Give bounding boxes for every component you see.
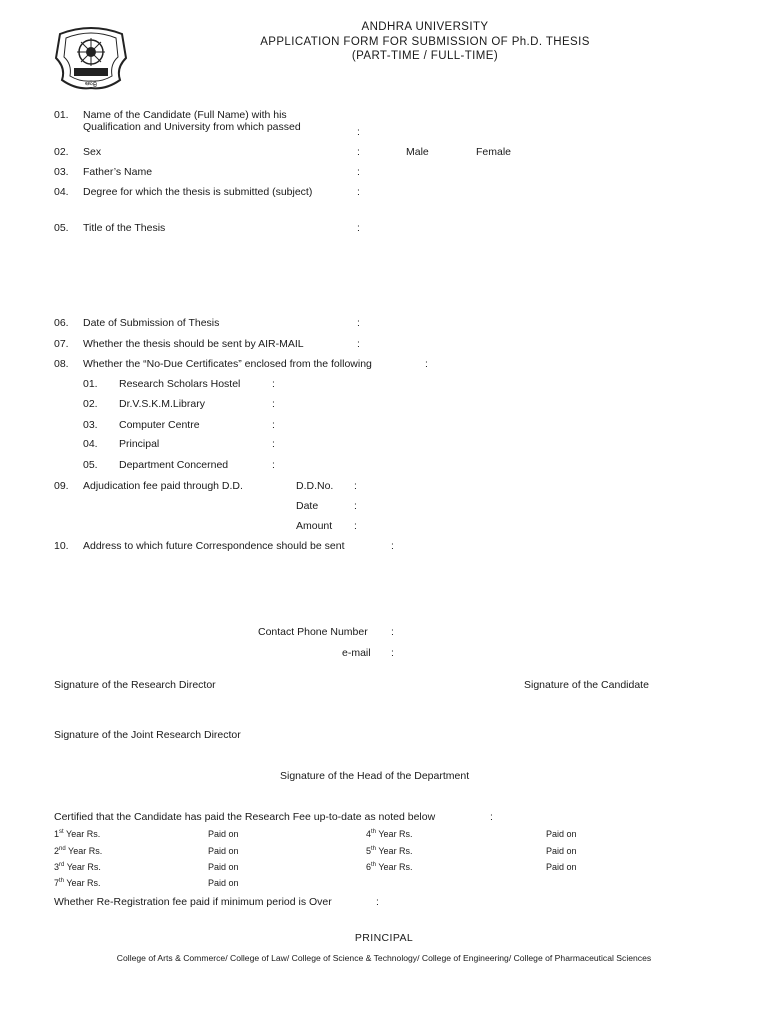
fee-paid-on-label: Paid on <box>546 846 577 856</box>
field-05-colon: : <box>357 222 360 234</box>
sex-option-male[interactable]: Male <box>406 146 429 158</box>
fee-year-label: 4th Year Rs. <box>366 829 413 839</box>
fee-paid-on-label: Paid on <box>546 829 577 839</box>
certificate-number: 01. <box>83 378 98 390</box>
field-02-label: Sex <box>83 146 102 158</box>
certificate-label: Research Scholars Hostel <box>119 378 241 390</box>
certificate-number: 04. <box>83 438 98 450</box>
signature-candidate: Signature of the Candidate <box>524 679 649 691</box>
dd-date-colon: : <box>354 500 357 512</box>
field-03-number: 03. <box>54 166 69 178</box>
fee-year-label: 5th Year Rs. <box>366 846 413 856</box>
signature-head-of-department: Signature of the Head of the Department <box>280 770 470 782</box>
dd-number-colon: : <box>354 480 357 492</box>
certificate-colon: : <box>272 378 275 390</box>
field-03-label: Father’s Name <box>83 166 153 178</box>
field-01-number: 01. <box>54 109 69 121</box>
field-06-colon: : <box>357 317 360 329</box>
research-fee-certification: Certified that the Candidate has paid the Research Fee up-to-date as noted below <box>54 811 436 823</box>
certificate-colon: : <box>272 419 275 431</box>
sex-option-female[interactable]: Female <box>476 146 512 158</box>
field-08-colon: : <box>425 358 428 370</box>
certificate-label: Computer Centre <box>119 419 200 431</box>
certificate-label: Dr.V.S.K.M.Library <box>119 398 205 410</box>
field-09-label: Adjudication fee paid through D.D. <box>83 480 243 492</box>
field-01-colon: : <box>357 126 360 138</box>
certificate-number: 02. <box>83 398 98 410</box>
fee-year-label: 3rd Year Rs. <box>54 862 101 872</box>
fee-paid-on-label: Paid on <box>546 862 577 872</box>
field-06-number: 06. <box>54 317 69 329</box>
field-07-colon: : <box>357 338 360 350</box>
dd-amount-label: Amount <box>296 520 333 532</box>
field-04-label: Degree for which the thesis is submitted (subject) <box>83 186 313 198</box>
contact-phone-label: Contact Phone Number <box>258 626 368 638</box>
field-08-label: Whether the “No-Due Certificates” enclosed from the following <box>83 358 372 370</box>
fee-year-label: 7th Year Rs. <box>54 878 101 888</box>
field-10-number: 10. <box>54 540 69 552</box>
certificate-label: Principal <box>119 438 160 450</box>
university-seal-logo <box>50 24 132 92</box>
certificate-number: 05. <box>83 459 98 471</box>
fee-year-label: 2nd Year Rs. <box>54 846 103 856</box>
form-title: APPLICATION FORM FOR SUBMISSION OF Ph.D. THESIS <box>260 36 590 48</box>
fee-paid-on-label: Paid on <box>208 878 239 888</box>
signature-joint-research-director: Signature of the Joint Research Director <box>54 729 241 741</box>
research-fee-colon: : <box>490 811 493 823</box>
form-mode: (PART-TIME / FULL-TIME) <box>351 50 499 62</box>
colleges-footer: College of Arts & Commerce/ College of Law/ College of Science & Technology/ College of Engineering/ College of Pharmaceutical Sciences <box>116 953 652 963</box>
field-04-colon: : <box>357 186 360 198</box>
principal-label: PRINCIPAL <box>354 932 414 944</box>
fee-year-label: 6th Year Rs. <box>366 862 413 872</box>
field-06-label: Date of Submission of Thesis <box>83 317 220 329</box>
field-09-number: 09. <box>54 480 69 492</box>
university-name: ANDHRA UNIVERSITY <box>361 21 489 33</box>
email-label: e-mail <box>342 647 371 659</box>
field-03-colon: : <box>357 166 360 178</box>
field-05-label: Title of the Thesis <box>83 222 166 234</box>
contact-phone-colon: : <box>391 626 394 638</box>
certificate-colon: : <box>272 438 275 450</box>
reregistration-colon: : <box>376 896 379 908</box>
field-07-label: Whether the thesis should be sent by AIR-MAIL <box>83 338 304 350</box>
certificate-number: 03. <box>83 419 98 431</box>
seal-text: ఆంధ్ర <box>84 80 98 87</box>
field-08-number: 08. <box>54 358 69 370</box>
field-05-number: 05. <box>54 222 69 234</box>
fee-paid-on-label: Paid on <box>208 862 239 872</box>
dd-number-label: D.D.No. <box>296 480 334 492</box>
certificate-colon: : <box>272 459 275 471</box>
reregistration-fee-label: Whether Re-Registration fee paid if minimum period is Over <box>54 896 332 908</box>
field-10-label: Address to which future Correspondence should be sent <box>83 540 345 552</box>
field-02-number: 02. <box>54 146 69 158</box>
dd-amount-colon: : <box>354 520 357 532</box>
email-colon: : <box>391 647 394 659</box>
field-02-colon: : <box>357 146 360 158</box>
fee-paid-on-label: Paid on <box>208 829 239 839</box>
field-04-number: 04. <box>54 186 69 198</box>
dd-date-label: Date <box>296 500 319 512</box>
signature-research-director: Signature of the Research Director <box>54 679 216 691</box>
certificate-label: Department Concerned <box>119 459 229 471</box>
field-07-number: 07. <box>54 338 69 350</box>
field-01-label-line1: Name of the Candidate (Full Name) with his <box>83 109 287 121</box>
fee-paid-on-label: Paid on <box>208 846 239 856</box>
fee-year-label: 1st Year Rs. <box>54 829 101 839</box>
certificate-colon: : <box>272 398 275 410</box>
field-10-colon: : <box>391 540 394 552</box>
field-01-label-line2: Qualification and University from which passed <box>83 121 301 133</box>
